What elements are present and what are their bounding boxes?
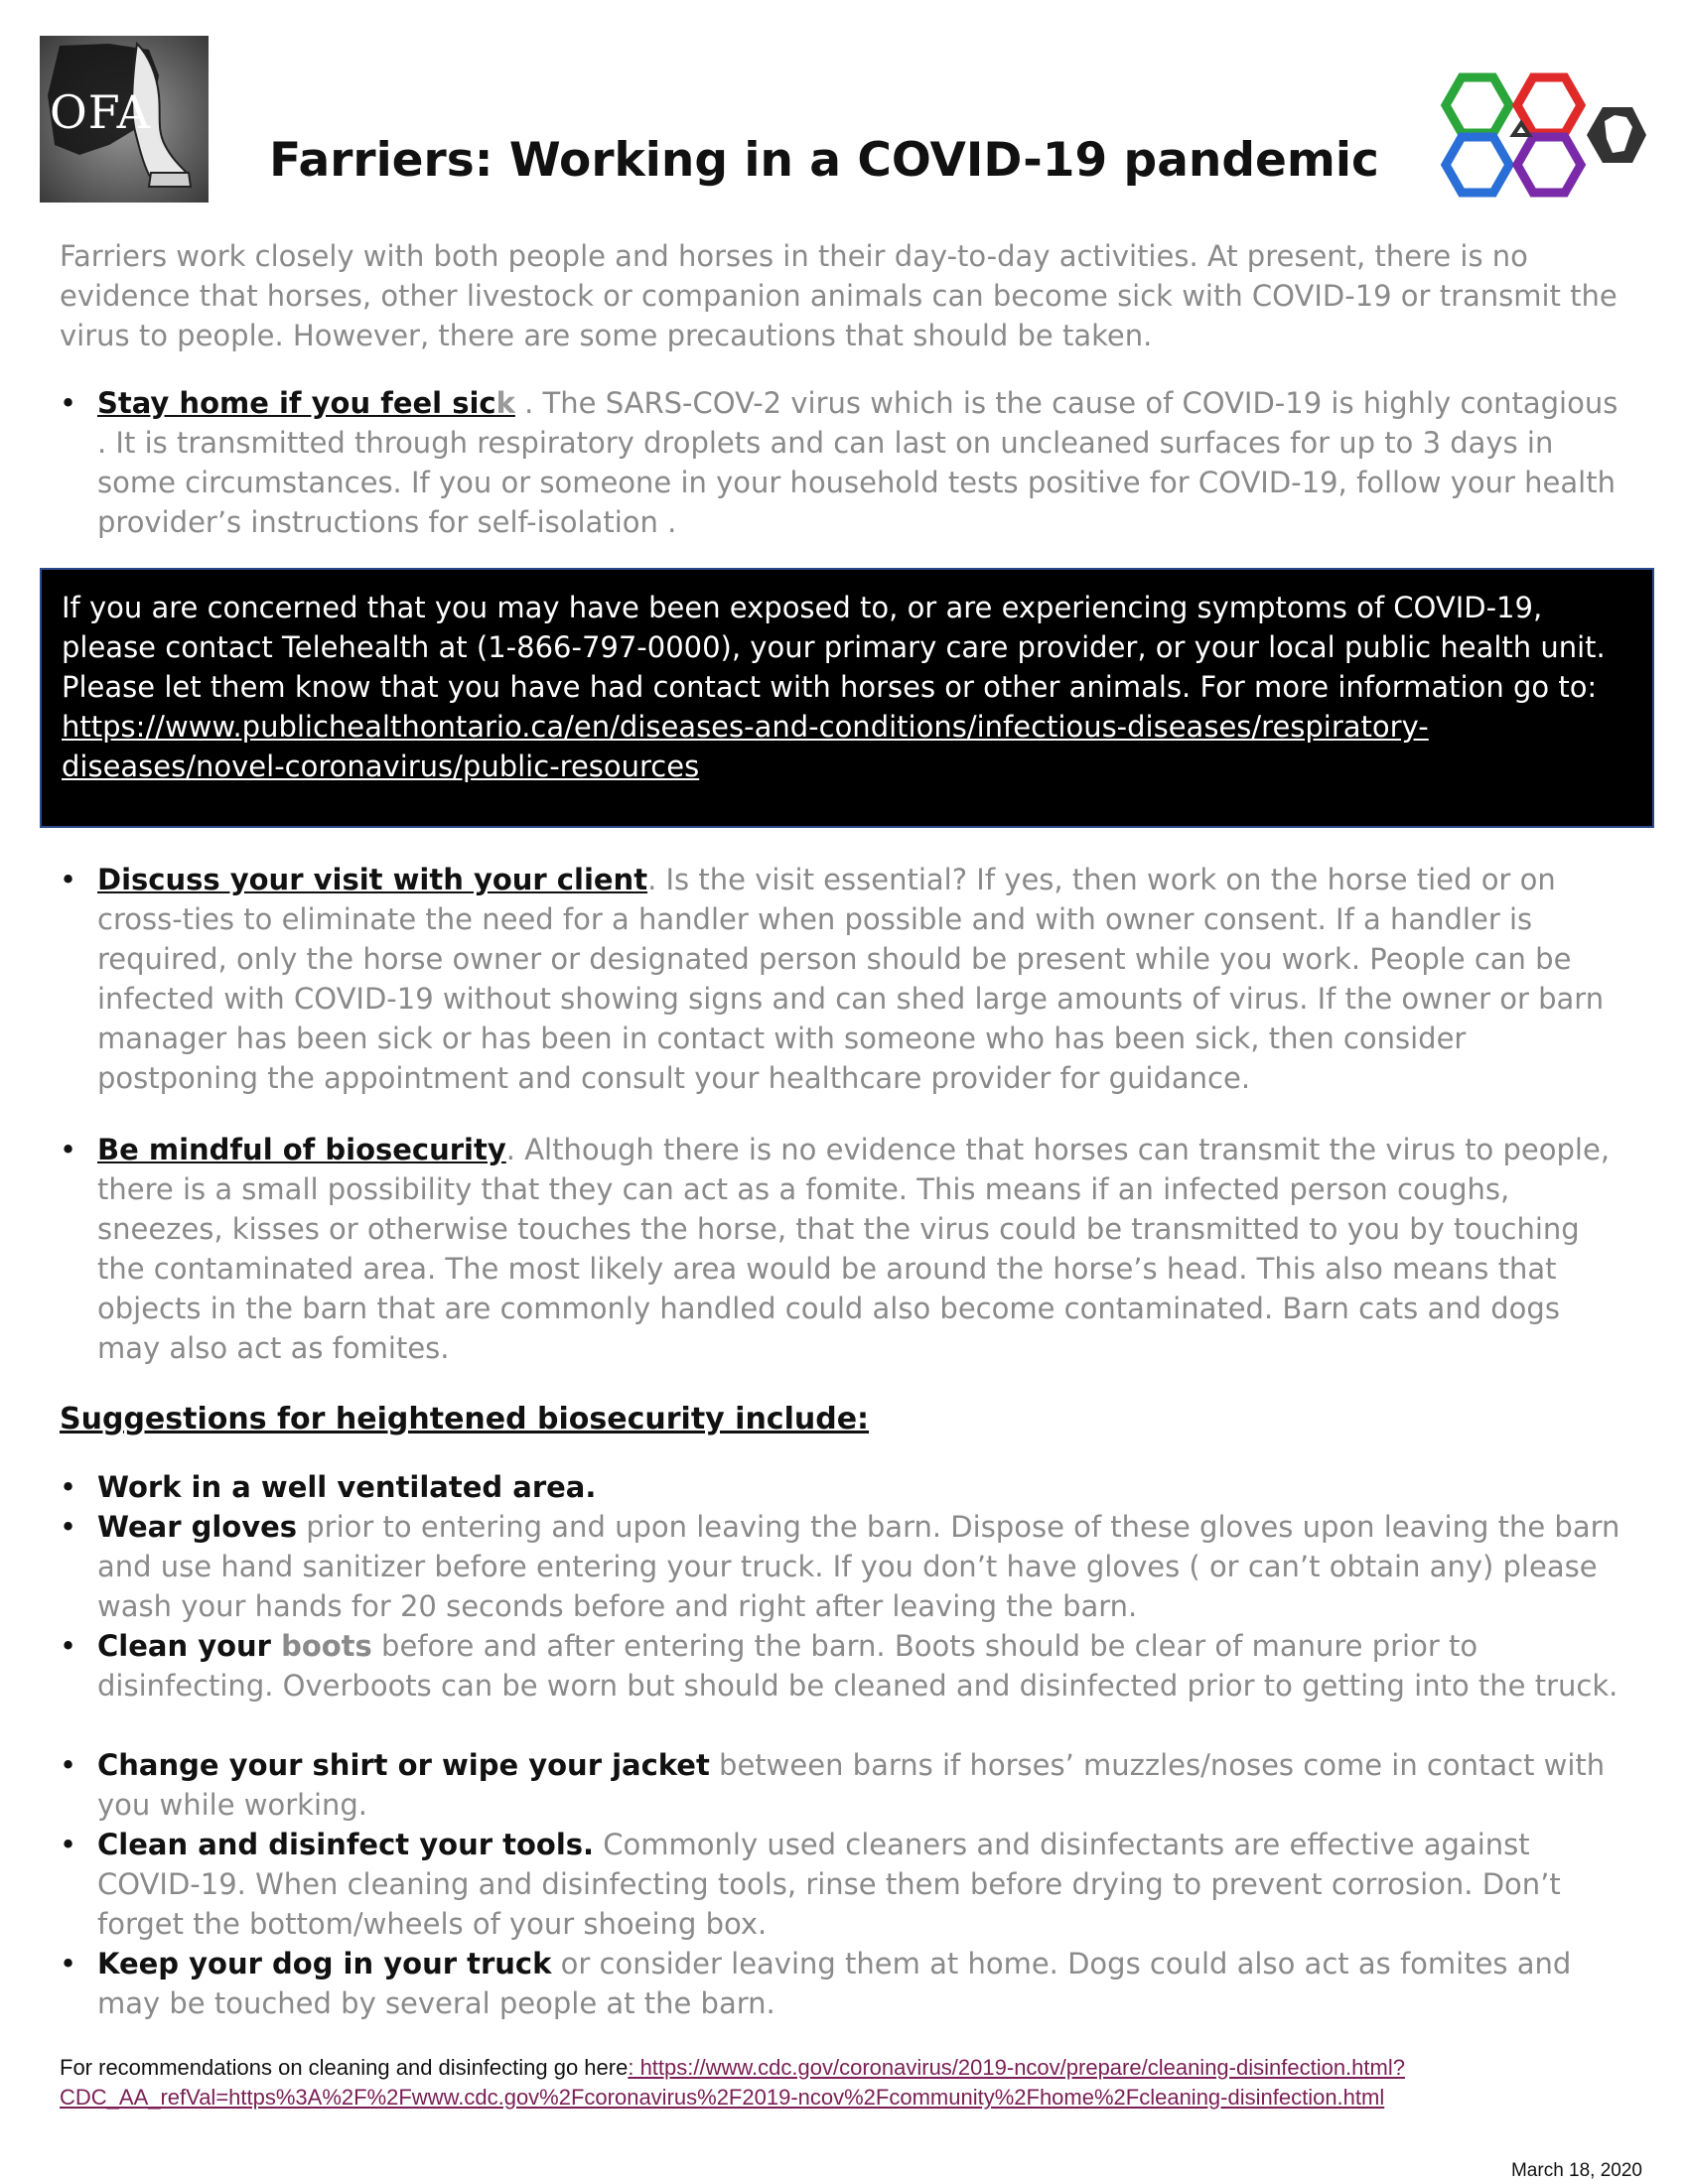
suggestion-mid: boots — [281, 1629, 372, 1663]
suggestion-lead: Keep your dog in your truck — [97, 1947, 552, 1980]
footer-note — [60, 2053, 1549, 2113]
suggestion-lead: Clean your — [97, 1629, 282, 1663]
suggestion-lead: Change your shirt or wipe your jacket — [97, 1748, 710, 1782]
public-health-link[interactable]: https://www.publichealthontario.ca/en/diseases-and-conditions/infectious-diseases/respiratory-diseases/novel-coronavirus/public-resources — [62, 710, 1429, 783]
bullet-dot: • — [60, 1133, 77, 1166]
suggestion-body: between barns if horses’ muzzles/noses come in contact with you while working. — [97, 1748, 1606, 1822]
alert-text: If you are concerned that you may have been exposed to, or are experiencing symptoms of COVID-19, please contact Telehealth at (1-866-797-0000), your primary care provider, or your local public health unit. Please let them know that you have had contact with horses or other animals. For more information go to: — [62, 591, 1606, 704]
suggestion-body: before and after entering the barn. Boots should be clear of manure prior to disinfecting. Overboots can be worn but should be cleaned and disinfected prior to getting into the truck. — [97, 1629, 1618, 1703]
bullet-biosecurity — [60, 1130, 1631, 1368]
telehealth-alert-box — [40, 568, 1654, 828]
suggestion-item — [60, 1507, 1631, 1626]
suggestion-item — [60, 1745, 1631, 1825]
bullet-lead: Discuss your visit with your client — [97, 863, 648, 896]
bullet-body: . Although there is no evidence that horses can transmit the virus to people, there is a small possibility that they can act as a fomite. This means if an infected person coughs, sneezes, kisses or otherwise touches the horse, that the virus could be transmitted to you by touching the contaminated area. The most likely area would be around the horse’s head. This also means that objects in the barn that are commonly handled could also become contaminated. Barn cats and dogs may also act as fomites. — [97, 1133, 1611, 1365]
bullet-dot: • — [60, 386, 77, 420]
bullet-dot: • — [60, 1828, 77, 1861]
suggestion-body: prior to entering and upon leaving the barn. Dispose of these gloves upon leaving the barn and use hand sanitizer before entering your truck. If you don’t have gloves ( or can’t obtain any) please wash your hands for 20 seconds before and right after leaving the barn. — [97, 1510, 1620, 1623]
bullet-body: . The SARS-COV-2 virus which is the cause of COVID-19 is highly contagious . It is transmitted through respiratory droplets and can last on uncleaned surfaces for up to 3 days in some circumstances. If you or someone in your household tests positive for COVID-19, follow your health provider’s instructions for self-isolation . — [97, 386, 1618, 539]
suggestion-lead: Work in a well ventilated area. — [97, 1470, 597, 1504]
suggestion-item — [60, 1825, 1631, 1944]
bullet-lead: Stay home if you feel sick — [97, 386, 515, 420]
page-title: Farriers: Working in a COVID-19 pandemic — [269, 133, 1379, 188]
publish-date: March 18, 2020 — [1510, 2160, 1642, 2181]
suggestion-item — [60, 1944, 1631, 2023]
intro-paragraph: Farriers work closely with both people and horses in their day-to-day activities. At present, there is no evidence that horses, other livestock or companion animals can become sick with COVID-19 or transmit the virus to people. However, there are some precautions that should be taken. — [60, 239, 1618, 352]
bullet-dot: • — [60, 863, 77, 896]
suggestions-heading: Suggestions for heightened biosecurity include: — [60, 1402, 870, 1436]
suggestion-item — [60, 1467, 1631, 1507]
cdc-cleaning-link[interactable]: : https://www.cdc.gov/coronavirus/2019-ncov/prepare/cleaning-disinfection.html?CDC_AA_refVal=https%3A%2F%2Fwww.cdc.gov%2Fcoronavirus%2F2019-ncov%2Fcommunity%2Fhome%2Fcleaning-disinfection.html — [60, 2055, 1405, 2110]
footer-text: For recommendations on cleaning and disinfecting go here — [60, 2055, 629, 2080]
bullet-dot: • — [60, 1629, 77, 1663]
suggestion-item — [60, 1626, 1631, 1706]
suggestion-lead: Clean and disinfect your tools. — [97, 1828, 595, 1861]
bullet-body: . Is the visit essential? If yes, then work on the horse tied or on cross-ties to eliminate the need for a handler when possible and with owner consent. If a handler is required, only the horse owner or designated person should be present while you work. People can be infected with COVID-19 without showing signs and can shed large amounts of virus. If the owner or barn manager has been sick or has been in contact with someone who has been sick, then consider postponing the appointment and consult your healthcare provider for guidance. — [97, 863, 1605, 1095]
bullet-lead-ghost: k — [495, 386, 515, 420]
bullet-dot: • — [60, 1470, 77, 1504]
bullet-discuss-visit — [60, 860, 1631, 1098]
bullet-dot: • — [60, 1748, 77, 1782]
bullet-stay-home — [60, 383, 1631, 542]
ofa-logo-text: OFA — [50, 85, 151, 139]
suggestion-body: Commonly used cleaners and disinfectants are effective against COVID-19. When cleaning and disinfecting tools, rinse them before drying to prevent corrosion. Don’t forget the bottom/wheels of your shoeing box. — [97, 1828, 1561, 1941]
bullet-dot: • — [60, 1510, 77, 1544]
suggestion-body: or consider leaving them at home. Dogs could also act as fomites and may be touched by several people at the barn. — [97, 1947, 1572, 2020]
bullet-dot: • — [60, 1947, 77, 1980]
bullet-lead: Be mindful of biosecurity — [97, 1133, 506, 1166]
suggestion-lead: Wear gloves — [97, 1510, 298, 1544]
